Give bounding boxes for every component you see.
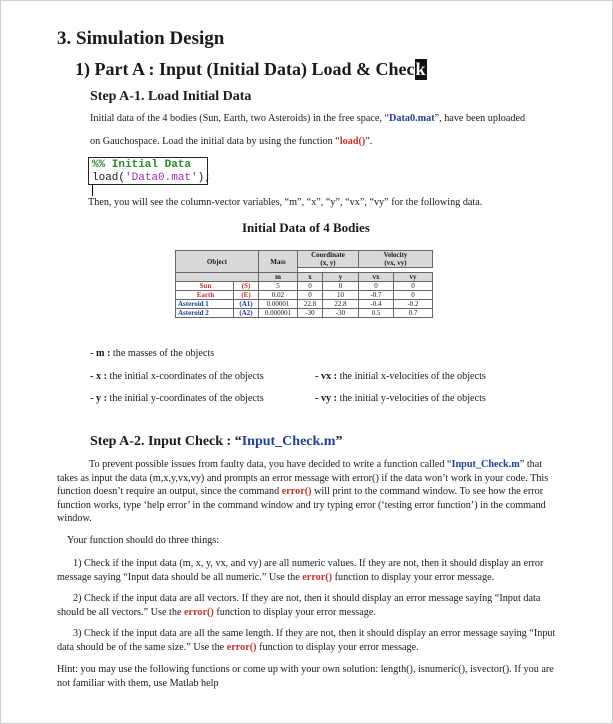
- paragraph-check-1: [57, 557, 562, 584]
- row-object-name: Asteroid 2: [176, 309, 234, 318]
- header-object: Object: [176, 251, 259, 273]
- row-x: 22.8: [298, 300, 323, 309]
- code-line: [92, 172, 211, 198]
- var-m-key: - m :: [90, 348, 111, 359]
- code-cursor: [92, 185, 93, 196]
- velocity-label: Velocity: [383, 251, 408, 259]
- row-vy: -0.2: [394, 300, 433, 309]
- table-row: [176, 300, 433, 309]
- var-y-key: - y :: [90, 393, 107, 404]
- row-vy: 0: [394, 291, 433, 300]
- code-fn: load(: [92, 172, 126, 184]
- hint-text: Hint: you may use the following functions or come up with your own solution: length(), isnumeric(), isvector(). If you are not familiar with them, use Matlab help: [57, 664, 554, 689]
- line1-post: ”, have been uploaded: [434, 113, 526, 124]
- var-m-desc: the masses of the objects: [110, 348, 215, 359]
- row-x: 0: [298, 282, 323, 291]
- part-title-text: 1) Part A : Input (Initial Data) Load & Chec: [75, 59, 415, 79]
- row-object-code: (E): [234, 291, 259, 300]
- row-x: -30: [298, 309, 323, 318]
- subheader-vy: vy: [394, 273, 433, 282]
- row-y: 22.8: [323, 300, 359, 309]
- t3-a: 3) Check if the input data are all the same length. If they are not, then it should display an error message saying “Input data should be of the same size.” Use the: [57, 628, 556, 653]
- paragraph-intro: [57, 458, 562, 526]
- step-a2-title-pre: Step A-2. Input Check : “: [90, 434, 242, 449]
- step-a2-title: [90, 434, 342, 450]
- coordinate-label: Coordinate: [311, 251, 345, 259]
- t2-a: 2) Check if the input data are all vectors. If they are not, then it should display an error message saying “Input data should be all vectors.” Use the: [57, 593, 541, 618]
- t3-b: error(): [226, 641, 257, 653]
- row-vx: -0.7: [359, 291, 394, 300]
- data-file-name: Data0.mat: [389, 113, 435, 124]
- subheader-vx: vx: [359, 273, 394, 282]
- row-y: 10: [323, 291, 359, 300]
- row-vy: 0: [394, 282, 433, 291]
- velocity-sub: (vx, vy): [384, 259, 407, 267]
- p1-d: error(): [281, 486, 312, 498]
- row-object-code: (A1): [234, 300, 259, 309]
- row-x: 0: [298, 291, 323, 300]
- then-text: Then, you will see the column-vector variables, “m”, “x”, “y”, “vx”, “vy” for the following data.: [88, 197, 483, 208]
- t1-b: error(): [302, 571, 333, 583]
- step-a1-line2: [90, 136, 372, 147]
- header-mass: Mass: [259, 251, 298, 273]
- step-a1-line1: [90, 113, 525, 124]
- t2-c: function to display your error message.: [213, 606, 376, 618]
- var-vy-desc: the initial y-velocities of the objects: [337, 393, 486, 404]
- var-y: [90, 393, 264, 404]
- section-title: 3. Simulation Design: [57, 28, 225, 49]
- t1-c: function to display your error message.: [332, 571, 495, 583]
- row-vx: 0.5: [359, 309, 394, 318]
- table-row: [176, 309, 433, 318]
- var-x-desc: the initial x-coordinates of the objects: [106, 371, 264, 382]
- row-object-code: (S): [234, 282, 259, 291]
- table-header-row: [176, 251, 433, 268]
- text-cursor-highlight: k: [415, 59, 426, 79]
- subheader-m: m: [259, 273, 298, 282]
- p1-a: To prevent possible issues from faulty data, you have decided to write a function called “: [89, 459, 452, 470]
- p1-c: ” that takes as input the data (m,x,y,vx,vy) and prompts an error message with error() if the data won’t work in your code. This function doesn’t require an output, since the command: [57, 459, 549, 498]
- var-vx: [315, 371, 486, 382]
- subheader-y: y: [323, 273, 359, 282]
- paragraph-check-2: [57, 592, 562, 619]
- row-vy: 0.7: [394, 309, 433, 318]
- header-coordinate: [298, 251, 359, 268]
- code-snippet: [88, 157, 211, 185]
- var-m: [90, 348, 214, 359]
- p1-b: Input_Check.m: [451, 459, 520, 470]
- var-vy-key: - vy :: [315, 393, 338, 404]
- step-a2-title-file: Input_Check.m: [241, 434, 336, 449]
- t1-a: 1) Check if the input data (m, x, y, vx, and vy) are all numeric values. If they are not, then it should display an error message saying “Input data should be all numeric.” Use the: [57, 558, 544, 583]
- var-y-desc: the initial y-coordinates of the objects: [106, 393, 264, 404]
- row-object-code: (A2): [234, 309, 259, 318]
- row-object-name: Earth: [176, 291, 234, 300]
- coordinate-sub: (x, y): [320, 259, 336, 267]
- table-subheader-row: [176, 273, 433, 282]
- row-object-name: Asteroid 1: [176, 300, 234, 309]
- row-y: 0: [323, 282, 359, 291]
- table-row: [176, 282, 433, 291]
- p1-e: will print to the command window. To see how the error function works, type ‘help error’ in the command window and try typing error (‘testing error function’) in the command window.: [57, 486, 546, 525]
- line2-post: ”.: [365, 136, 373, 147]
- initial-data-table: [175, 250, 433, 318]
- var-vx-desc: the initial x-velocities of the objects: [337, 371, 486, 382]
- row-vx: -0.4: [359, 300, 394, 309]
- code-string: 'Data0.mat': [125, 172, 198, 184]
- row-mass: 5: [259, 282, 298, 291]
- code-end: );: [197, 172, 211, 184]
- table-caption: Initial Data of 4 Bodies: [242, 220, 370, 235]
- var-vx-key: - vx :: [315, 371, 338, 382]
- paragraph-check-3: [57, 627, 562, 654]
- row-vx: 0: [359, 282, 394, 291]
- var-x-key: - x :: [90, 371, 107, 382]
- table-row: [176, 291, 433, 300]
- row-y: -30: [323, 309, 359, 318]
- t2-b: error(): [184, 606, 214, 618]
- line1-pre: Initial data of the 4 bodies (Sun, Earth, two Asteroids) in the free space, “: [90, 113, 390, 124]
- code-comment: %% Initial Data: [92, 159, 192, 171]
- load-function-name: load(): [339, 136, 366, 147]
- part-title: [75, 59, 427, 80]
- row-mass: 0.000001: [259, 309, 298, 318]
- step-a2-title-post: ”: [335, 434, 343, 449]
- line2-pre: on Gauchospace. Load the initial data by using the function “: [90, 136, 340, 147]
- header-velocity: [359, 251, 433, 268]
- subheader-x: x: [298, 273, 323, 282]
- row-mass: 0.00001: [259, 300, 298, 309]
- var-x: [90, 371, 264, 382]
- row-mass: 0.02: [259, 291, 298, 300]
- subheader-blank: [176, 273, 259, 282]
- t3-c: function to display your error message.: [256, 641, 419, 653]
- row-object-name: Sun: [176, 282, 234, 291]
- var-vy: [315, 393, 486, 404]
- step-a1-title: Step A-1. Load Initial Data: [90, 89, 252, 104]
- three-things-line: Your function should do three things:: [67, 535, 220, 546]
